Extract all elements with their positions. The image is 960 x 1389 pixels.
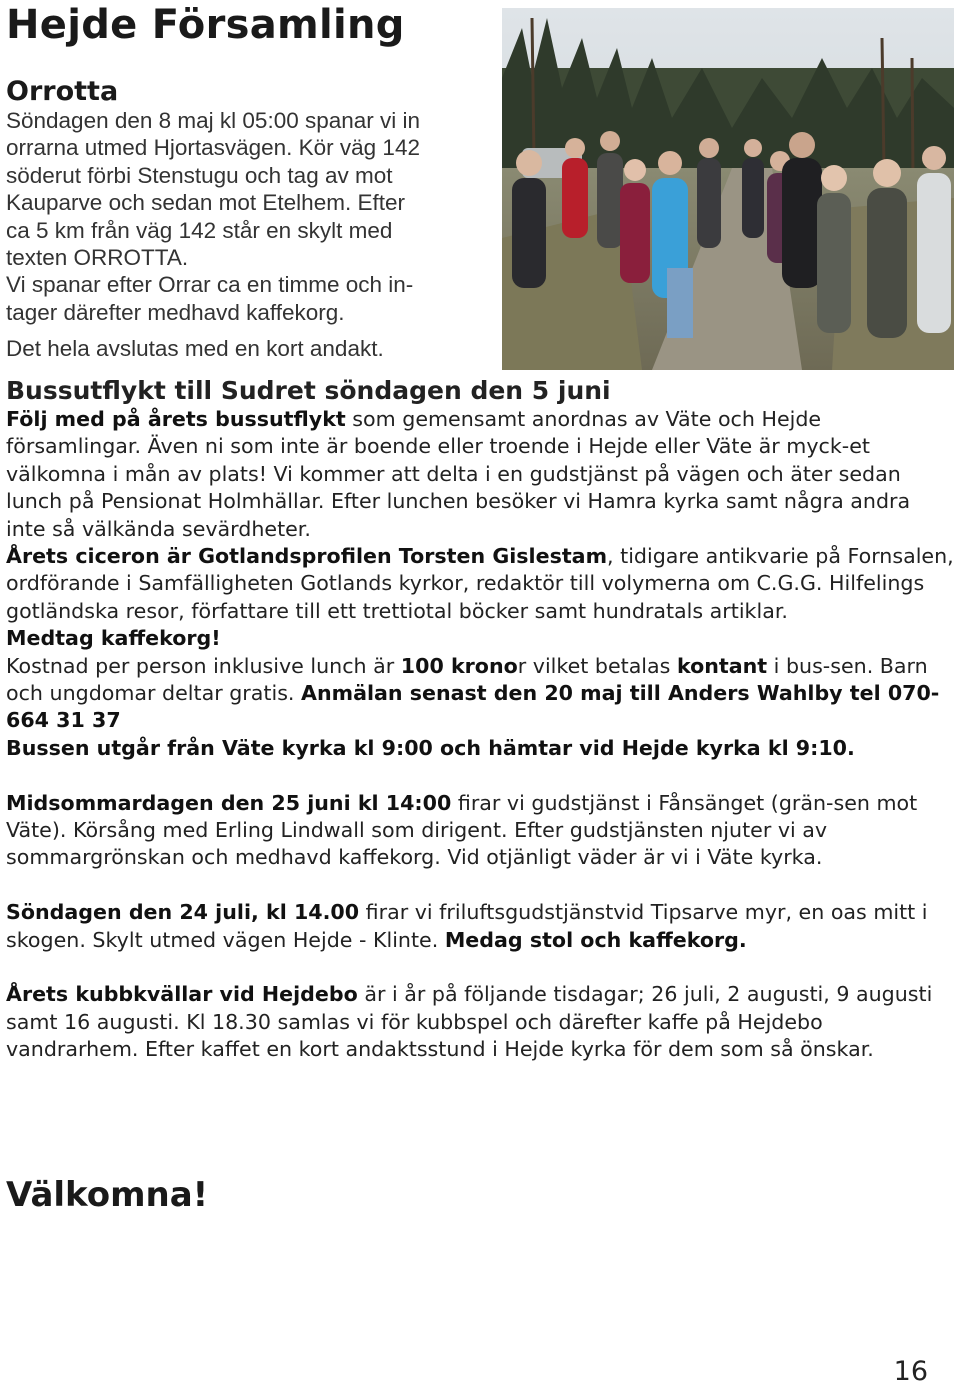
body-text: firar vi gudstjänst i Fånsänget (grän-sen mot Väte). Körsång med Erling Lindwall som dirigent. Efter gudstjänsten njuter vi av sommargrönskan och medhavd kaffekorg. Vid otjänligt väder är vi i Väte kyrka.	[6, 790, 918, 870]
bussutflykt-paragraph-4	[6, 653, 956, 735]
orrotta-line: ca 5 km från väg 142 står en skylt med	[6, 217, 393, 243]
orrotta-line: tager därefter medhavd kaffekorg.	[6, 299, 345, 325]
body-text: som gemensamt anordnas av Väte och Hejde församlingar. Även ni som inte är boende eller troende i Hejde eller Väte är myck-et välkomna i mån av plats! Vi kommer att delta i en gudstjänst på vägen och äter sedan lunch på Pensionat Holmhällar. Efter lunchen besöker vi Hamra kyrka samt några andra inte så välkända sevärdheter.	[6, 407, 911, 541]
page-title: Hejde Församling	[6, 2, 405, 48]
body-text: är i år på följande tisdagar; 26 juli, 2 augusti, 9 augusti samt 16 augusti. Kl 18.30 samlas vi för kubbspel och därefter kaffe på Hejdebo vandrarhem. Efter kaffet en kort andaktsstund i Hejde kyrka för dem som så önskar.	[6, 982, 933, 1062]
bussutflykt-paragraph-2	[6, 543, 956, 625]
page-number: 16	[893, 1356, 928, 1387]
orrotta-line: orrarna utmed Hjortasvägen. Kör väg 142	[6, 135, 420, 161]
bussutflykt-paragraph-3	[6, 625, 956, 652]
bold-text: Anmälan senast den 20 maj till Anders Wahlby tel 070-664 31 37	[6, 681, 940, 733]
bussutflykt-paragraph-5	[6, 735, 956, 762]
orrotta-line: Söndagen den 8 maj kl 05:00 spanar vi in	[6, 108, 421, 133]
orrotta-line: söderut förbi Stenstugu och tag av mot	[6, 162, 393, 188]
body-text: , tidigare antikvarie på Fornsalen, ordförande i Samfälligheten Gotlands kyrkor, redaktör till volymerna om C.G.G. Hilfelings gotländska resor, författare till ett trettiotal böcker samt hundratals artiklar.	[6, 544, 954, 623]
body-text: firar vi friluftsgudstjänstvid Tipsarve myr, en oas mitt i skogen. Skylt utmed vägen Hejde - Klinte.	[6, 900, 928, 952]
bold-text: Årets ciceron är Gotlandsprofilen Torsten Gislestam	[6, 544, 608, 569]
bussutflykt-paragraph-1	[6, 406, 956, 543]
body-text: Kostnad per person inklusive lunch är	[6, 653, 401, 678]
spacer	[6, 762, 956, 789]
orrotta-line: Det hela avslutas med en kort andakt.	[6, 336, 384, 362]
welcome-heading: Välkomna!	[6, 1175, 209, 1215]
bussutflykt-heading: Bussutflykt till Sudret söndagen den 5 juni	[6, 376, 611, 405]
bold-text: Medag stol och kaffekorg.	[444, 927, 747, 952]
spacer	[6, 872, 956, 899]
bold-text: Årets kubbkvällar vid Hejdebo	[6, 982, 358, 1007]
bold-text: Följ med på årets bussutflykt	[6, 407, 346, 431]
midsommar-paragraph	[6, 790, 956, 872]
kubb-paragraph	[6, 981, 956, 1063]
spacer	[6, 954, 956, 981]
orrotta-line: Vi spanar efter Orrar ca en timme och in-	[6, 272, 414, 298]
body-text: r vilket betalas	[517, 653, 677, 678]
bold-text: kontant	[676, 653, 768, 678]
main-body	[6, 376, 956, 1064]
juli-paragraph	[6, 899, 956, 954]
orrotta-line: Kauparve och sedan mot Etelhem. Efter	[6, 190, 405, 216]
orrotta-line: texten ORROTTA.	[6, 245, 189, 271]
bold-text: Söndagen den 24 juli, kl 14.00	[6, 900, 360, 925]
group-photo	[502, 8, 954, 370]
group-photo-illustration	[502, 8, 954, 370]
orrotta-heading: Orrotta	[6, 76, 119, 107]
bold-text: Medtag kaffekorg!	[6, 626, 221, 651]
bold-text: Bussen utgår från Väte kyrka kl 9:00 och hämtar vid Hejde kyrka kl 9:10.	[6, 735, 855, 760]
orrotta-text	[6, 107, 498, 363]
body-text: i bus-sen. Barn och ungdomar deltar gratis.	[6, 653, 928, 706]
bold-text: 100 krono	[400, 653, 518, 678]
bold-text: Midsommardagen den 25 juni kl 14:00	[6, 790, 452, 815]
